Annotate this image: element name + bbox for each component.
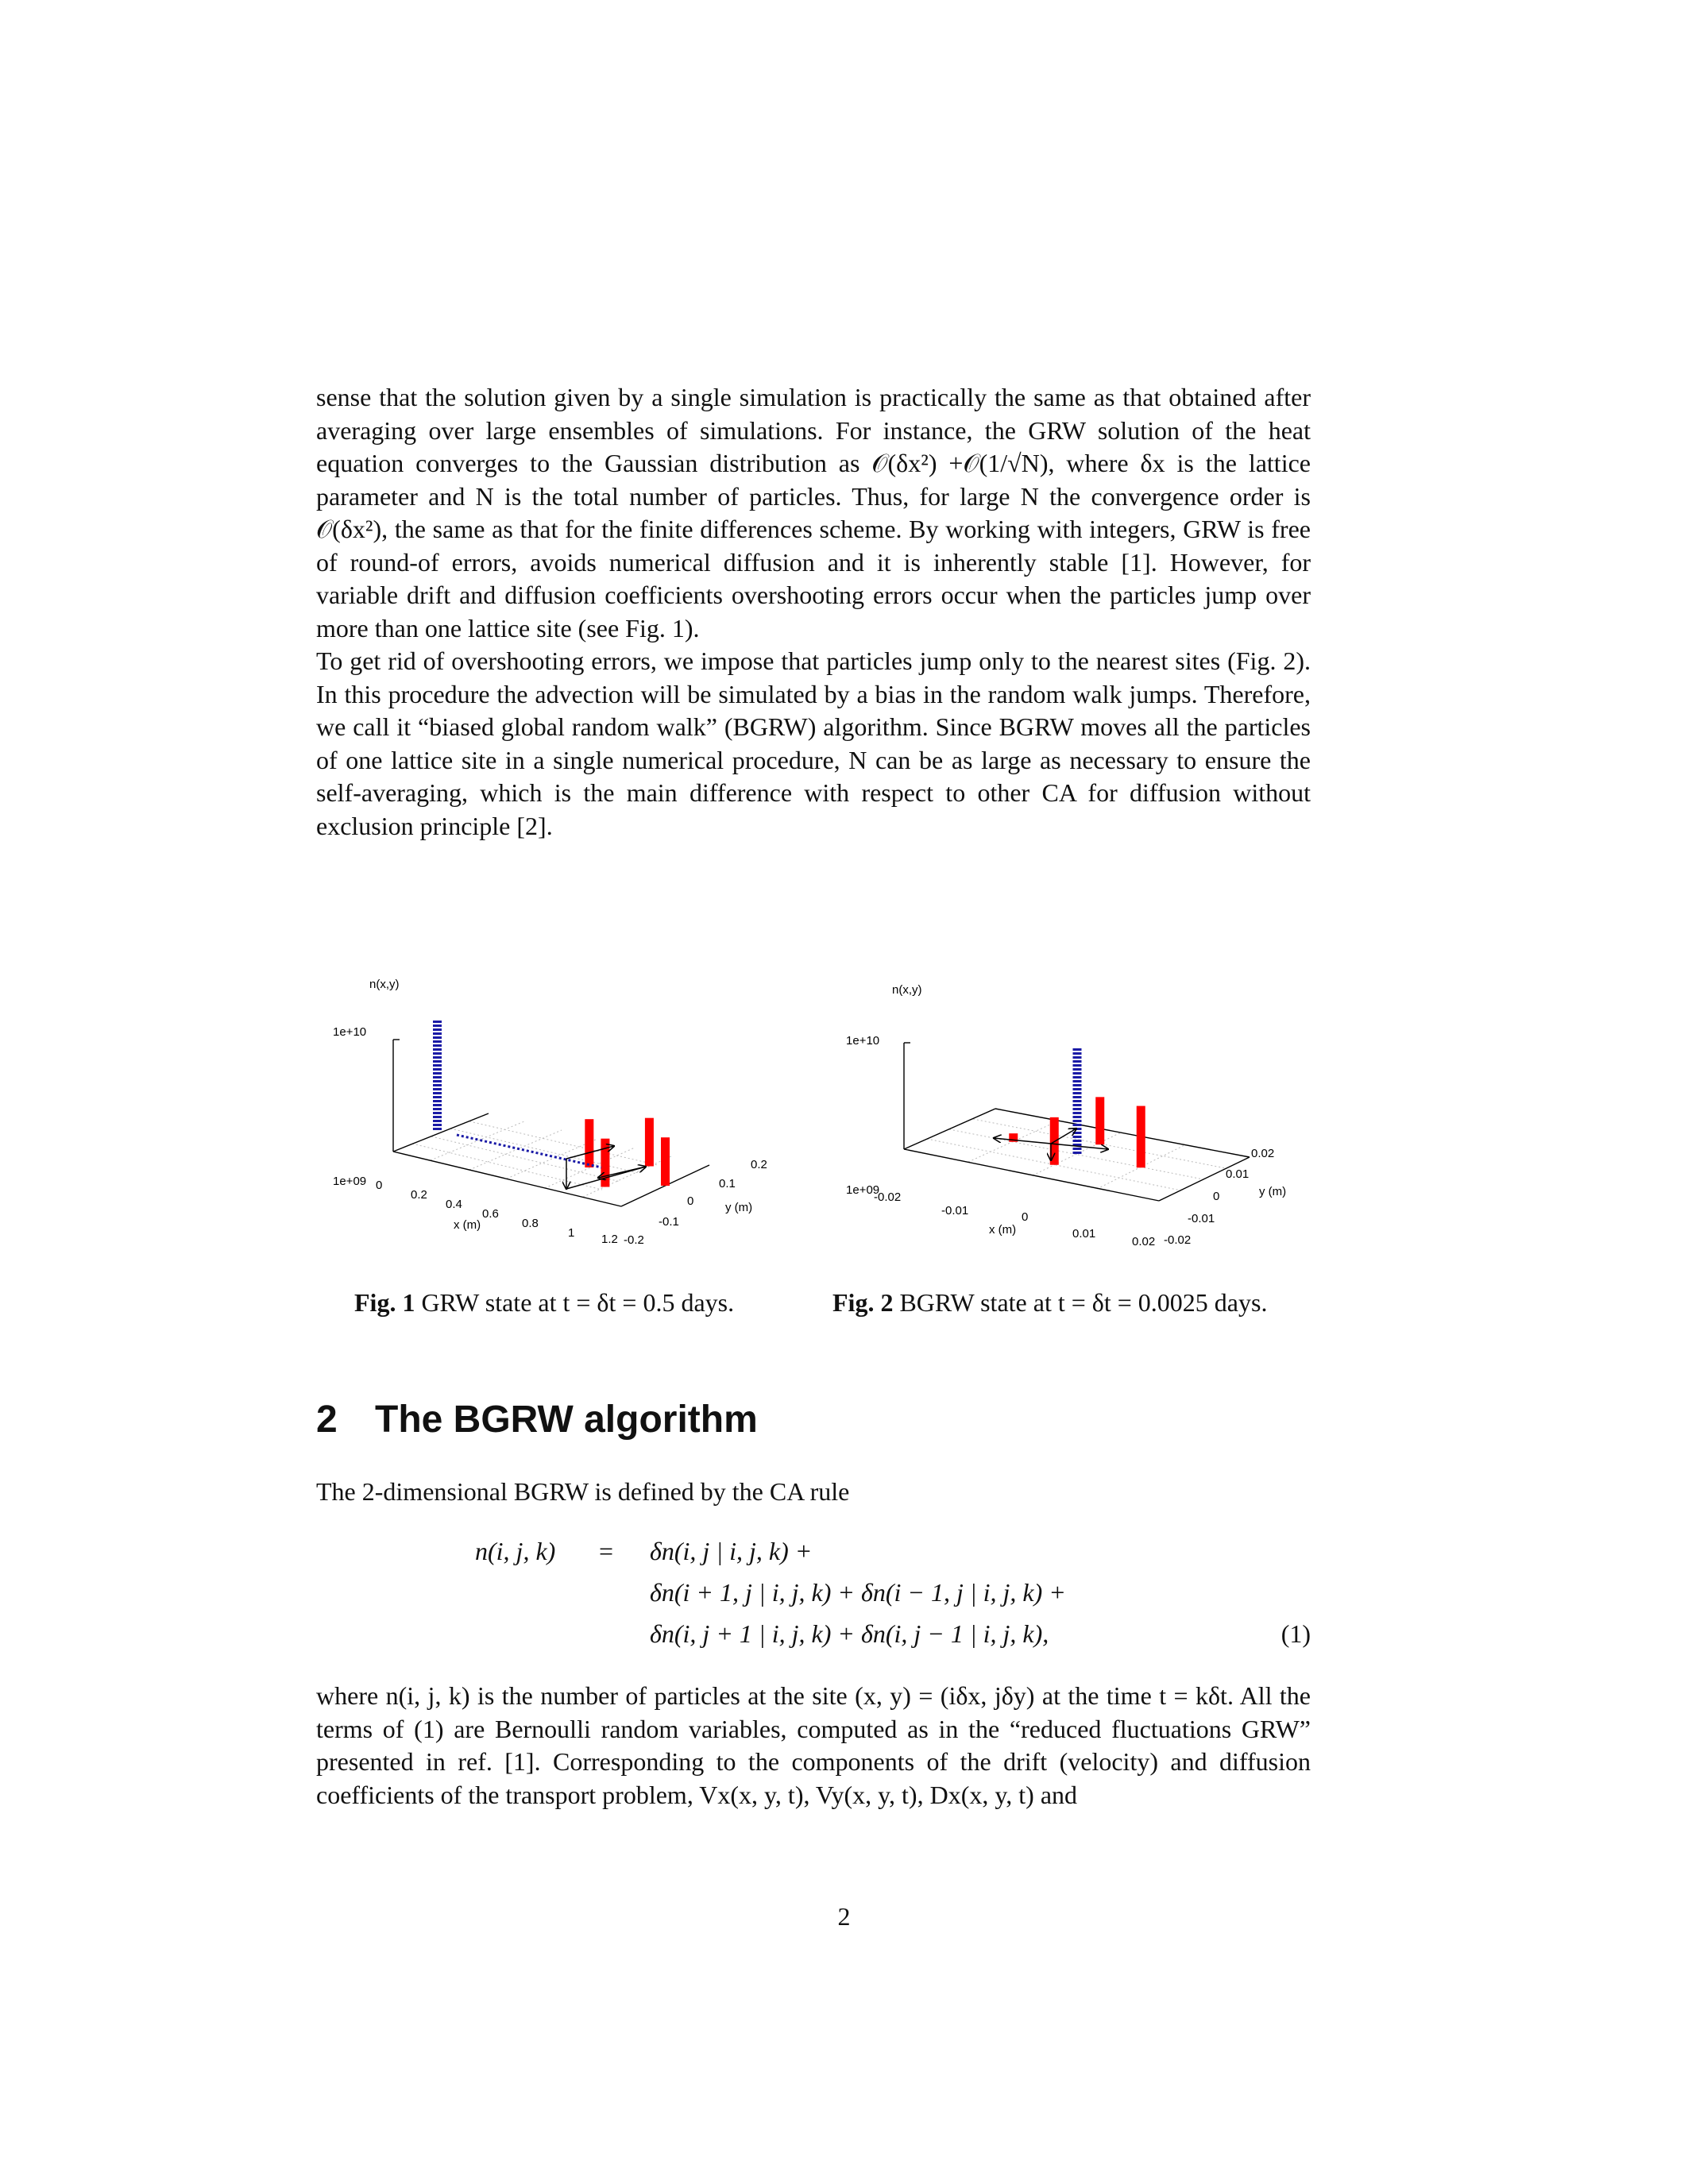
fig2-z-bottom-tick: 1e+09 — [846, 1183, 880, 1197]
figure-1-caption-text: GRW state at t = δt = 0.5 days. — [421, 1288, 735, 1317]
figure-2-caption — [832, 1288, 1267, 1318]
after-equation-paragraph: where n(i, j, k) is the number of particles at the site (x, y) = (iδx, jδy) at the time t = kδt. All the terms of (1) are Bernoulli random variables, computed as in the “reduced fluctuations GRW” presented in ref. [1]. Corresponding to the components of the drift (velocity) and diffusion coefficients of the transport problem, Vx(x, y, t), Vy(x, y, t), Dx(x, y, t) and — [316, 1681, 1311, 1809]
fig1-svg — [314, 973, 798, 1259]
fig1-y-tick: 0.2 — [751, 1158, 767, 1171]
fig2-y-tick: -0.01 — [1188, 1212, 1215, 1225]
fig2-arrow-left — [994, 1138, 1051, 1144]
fig1-y-tick: 0.1 — [719, 1177, 736, 1190]
intro-paragraph-1: sense that the solution given by a single simulation is practically the same as that obtained after averaging over large ensembles of simulations. For instance, the GRW solution of the heat equation converges to the Gaussian distribution as 𝒪(δx²) +𝒪(1/√N), where δx is the lattice parameter and N is the total number of particles. Thus, for large N the convergence order is 𝒪(δx²), the same as that for the finite differences scheme. By working with integers, GRW is free of round-of errors, avoids numerical diffusion and it is inherently stable [1]. However, for variable drift and diffusion coefficients overshooting errors occur when the particles jump over more than one lattice site (see Fig. 1). — [316, 383, 1311, 642]
fig1-ylabel: y (m) — [725, 1201, 753, 1214]
fig1-y-tick: -0.1 — [659, 1215, 679, 1229]
figure-1-caption-label: Fig. 1 — [354, 1288, 415, 1317]
jump-bar — [1137, 1106, 1145, 1168]
fig2-x-tick: 0.02 — [1132, 1235, 1156, 1248]
fig2-ylabel: y (m) — [1259, 1185, 1287, 1198]
fig2-x-tick: 0 — [1022, 1210, 1029, 1224]
fig2-y-tick: -0.02 — [1164, 1233, 1192, 1247]
fig2-y-ticks — [1164, 1147, 1274, 1247]
fig2-y-tick: 0 — [1213, 1190, 1220, 1203]
figure-2-caption-label: Fig. 2 — [832, 1288, 894, 1317]
jump-bar — [585, 1119, 593, 1167]
fig2-x-tick: -0.01 — [941, 1204, 969, 1217]
equation-line-3: δn(i, j + 1 | i, j, k) + δn(i, j − 1 | i, j, k), — [650, 1619, 1049, 1648]
fig1-x-tick: 0.4 — [446, 1198, 462, 1211]
equation-number: (1) — [1280, 1619, 1311, 1648]
page-number: 2 — [837, 1902, 851, 1931]
fig2-x-ticks — [874, 1190, 1155, 1248]
jump-bar — [661, 1137, 670, 1186]
intro-paragraph-2: To get rid of overshooting errors, we impose that particles jump only to the nearest sites (Fig. 2). In this procedure the advection will be simulated by a bias in the random walk jumps. Therefore, we call it “biased global random walk” (BGRW) algorithm. Since BGRW moves all the particles of one lattice site in a single numerical procedure, N can be as large as necessary to ensure the self-averaging, which is the main difference with respect to other CA for diffusion without exclusion principle [2]. — [316, 646, 1311, 840]
fig1-x-tick: 1.2 — [601, 1233, 618, 1246]
jump-bar — [1095, 1097, 1104, 1144]
equation-equals: = — [599, 1537, 614, 1565]
figure-2-caption-text: BGRW state at t = δt = 0.0025 days. — [899, 1288, 1268, 1317]
fig2-y-tick: 0.01 — [1226, 1167, 1250, 1181]
equation-line-1: δn(i, j | i, j, k) + — [650, 1537, 813, 1565]
initial-bar — [1073, 1048, 1082, 1155]
fig2-xlabel: x (m) — [989, 1223, 1017, 1237]
fig2-x-tick: 0.01 — [1072, 1227, 1096, 1241]
fig2-y-tick: 0.02 — [1251, 1147, 1275, 1160]
initial-bar — [433, 1019, 442, 1131]
fig2-svg — [830, 981, 1315, 1259]
section-heading — [316, 1398, 758, 1441]
fig1-x-tick: 0.6 — [482, 1207, 499, 1221]
fig1-x-ticks — [376, 1179, 618, 1246]
jump-bar — [601, 1139, 609, 1187]
figure-1-caption — [354, 1288, 734, 1318]
section-intro-text: The 2-dimensional BGRW is defined by the CA rule — [316, 1477, 850, 1506]
section-title: The BGRW algorithm — [375, 1399, 758, 1441]
fig2-x-tick: -0.02 — [874, 1190, 902, 1204]
after-equation-text — [316, 1680, 1311, 1812]
fig1-y-tick: -0.2 — [624, 1233, 644, 1247]
fig1-x-tick: 0.2 — [411, 1188, 427, 1202]
fig1-x-tick: 1 — [568, 1226, 575, 1240]
section-number: 2 — [316, 1399, 338, 1441]
fig1-blue-path — [457, 1135, 601, 1167]
fig1-z-bottom-tick: 1e+09 — [333, 1175, 367, 1188]
fig2-zlabel: n(x,y) — [892, 983, 922, 997]
intro-text — [316, 381, 1311, 843]
figure-2-bgrw-plot — [830, 981, 1315, 1259]
fig2-grid — [904, 1109, 1226, 1190]
fig1-z-top-tick: 1e+10 — [333, 1025, 367, 1039]
jump-bar — [645, 1118, 654, 1167]
equation-lhs: n(i, j, k) — [475, 1537, 556, 1565]
fig1-zlabel: n(x,y) — [369, 978, 400, 991]
equation-line-2: δn(i + 1, j | i, j, k) + δn(i − 1, j | i, j, k) + — [650, 1578, 1066, 1607]
fig1-y-tick: 0 — [687, 1194, 694, 1208]
figure-1-grw-plot — [314, 973, 798, 1259]
fig1-x-tick: 0 — [376, 1179, 383, 1192]
fig2-z-top-tick: 1e+10 — [846, 1034, 880, 1048]
fig1-x-tick: 0.8 — [522, 1217, 539, 1230]
fig1-xlabel: x (m) — [454, 1218, 481, 1232]
section-intro — [316, 1476, 1311, 1509]
